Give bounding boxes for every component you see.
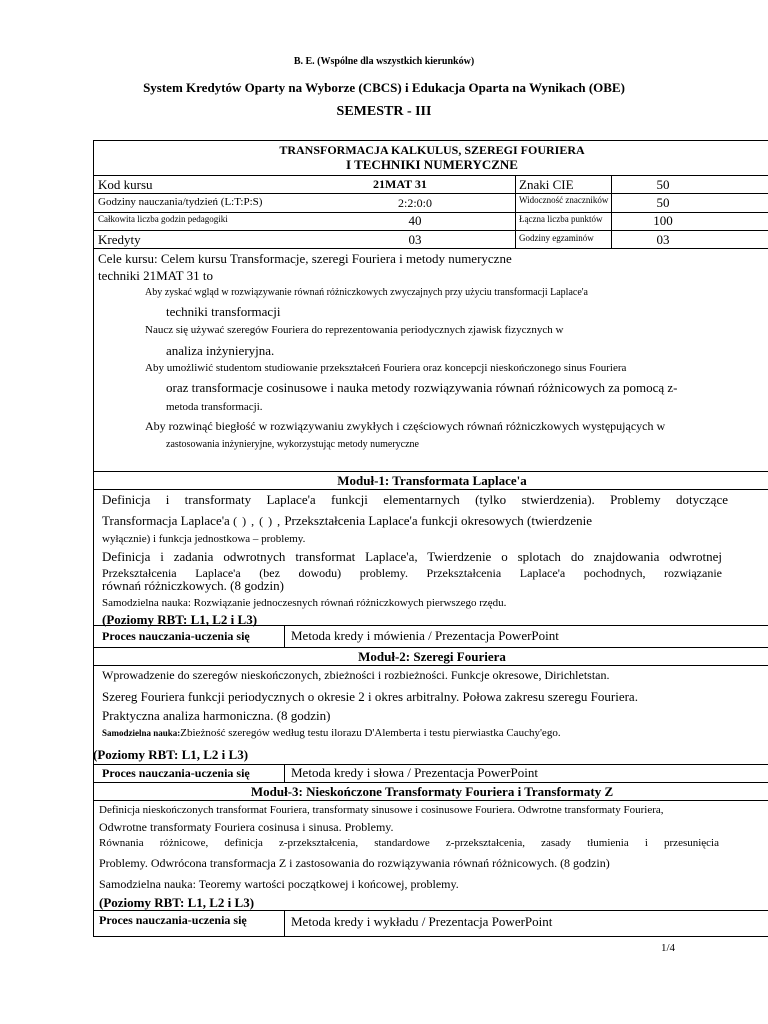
- objective-4: Aby rozwinąć biegłość w rozwiązywaniu zwykłych i częściowych równań różniczkowych występujących w: [145, 419, 666, 433]
- credits-value: 03: [408, 232, 422, 247]
- module1-p2-line1: Definicja i zadania odwrotnych transformat Laplace'a, Twierdzenie o splotach do znajdowania odwrotnej: [102, 549, 722, 564]
- module1-title: Moduł-1: Transformata Laplace'a: [337, 473, 527, 488]
- objective-1: Aby zyskać wgląd w rozwiązywanie równań różniczkowych zwyczajnych przy użyciu transformacji Laplace'a: [145, 287, 588, 298]
- course-code-value: 21MAT 31: [373, 177, 427, 191]
- module3-p1-line2: Odwrotne transformaty Fouriera cosinusa i sinusa. Problemy.: [99, 820, 394, 834]
- hours-label: Godziny nauczania/tydzień (L:T:P:S): [98, 196, 263, 208]
- module1-p1-line3: wyłącznie) i funkcja jednostkowa – problemy.: [102, 533, 306, 545]
- objective-3-cont: oraz transformacje cosinusowe i nauka metody rozwiązywania równań różnicowych za pomocą z-: [166, 380, 678, 395]
- module2-rbt: (Poziomy RBT: L1, L2 i L3): [93, 747, 249, 762]
- objective-4-cont: zastosowania inżynieryjne, wykorzystując metody numeryczne: [166, 439, 419, 450]
- course-title-line1: TRANSFORMACJA KALKULUS, SZEREGI FOURIERA: [279, 143, 585, 157]
- module3-self-study: Samodzielna nauka: Teoremy wartości początkowej i końcowej, problemy.: [99, 877, 459, 891]
- module2-p1: Wprowadzenie do szeregów nieskończonych, zbieżności i rozbieżności. Funkcje okresowe, Dirichletstan.: [102, 668, 610, 682]
- program-line: B. E. (Wspólne dla wszystkich kierunków): [293, 56, 475, 67]
- total-hours-label: Całkowita liczba godzin pedagogiki: [98, 214, 228, 224]
- module3-process-label: Proces nauczania-uczenia się: [99, 913, 247, 927]
- module1-self-study: Samodzielna nauka: Rozwiązanie jednoczesnych równań różniczkowych pierwszego rzędu.: [102, 597, 507, 609]
- module1-p2-line3: równań różniczkowych. (8 godzin): [102, 578, 284, 593]
- module1-p2-line2: Przekształcenia Laplace'a (bez dowodu) problemy. Przekształcenia Laplace'a pochodnych, rozwiązanie: [102, 566, 722, 580]
- exam-hours-label: Godziny egzaminów: [519, 233, 594, 243]
- course-title-line2: I TECHNIKI NUMERYCZNE: [346, 157, 518, 172]
- credits-label: Kredyty: [98, 232, 141, 247]
- module2-p3: Praktyczna analiza harmoniczna. (8 godzin): [102, 708, 331, 723]
- module1-p1-line1: Definicja i transformaty Laplace'a funkcji elementarnych (tylko stwierdzenia). Problemy dotyczące: [102, 492, 728, 507]
- module1-p1-line2: Transformacja Laplace'a ( ) , ( ) , Przekształcenia Laplace'a funkcji okresowych (twierdzenie: [102, 513, 593, 528]
- see-value: 50: [656, 195, 670, 210]
- module3-p2-line1: Równania różnicowe, definicja z-przekształcenia, standardowe z-przekształcenia, zasady tłumienia i przesunięcia: [99, 837, 719, 849]
- module3-p2-line2: Problemy. Odwrócona transformacja Z i zastosowania do rozwiązywania równań różnicowych. (8 godzin): [99, 856, 610, 870]
- exam-hours-value: 03: [656, 232, 670, 247]
- objectives-intro-2: techniki 21MAT 31 to: [98, 268, 213, 283]
- course-code-label: Kod kursu: [98, 177, 153, 192]
- semester-title: SEMESTR - III: [336, 104, 432, 119]
- module3-process-value: Metoda kredy i wykładu / Prezentacja PowerPoint: [291, 914, 553, 929]
- module1-process-value: Metoda kredy i mówienia / Prezentacja PowerPoint: [291, 628, 559, 643]
- module2-process-value: Metoda kredy i słowa / Prezentacja PowerPoint: [291, 765, 538, 780]
- system-line: System Kredytów Oparty na Wyborze (CBCS) i Edukacja Oparta na Wynikach (OBE): [143, 80, 625, 95]
- objectives-intro-1: Cele kursu: Celem kursu Transformacje, szeregi Fouriera i metody numeryczne: [98, 251, 512, 266]
- module2-title: Moduł-2: Szeregi Fouriera: [358, 649, 506, 664]
- objective-1-cont: techniki transformacji: [166, 304, 281, 319]
- module2-p2: Szereg Fouriera funkcji periodycznych o okresie 2 i okres arbitralny. Połowa zakresu szeregu Fouriera.: [102, 689, 638, 704]
- module2-process-label: Proces nauczania-uczenia się: [102, 766, 250, 780]
- objective-3: Aby umożliwić studentom studiowanie przekształceń Fouriera oraz koncepcji nieskończonego sinus Fouriera: [145, 362, 627, 374]
- module3-rbt: (Poziomy RBT: L1, L2 i L3): [99, 895, 255, 910]
- formula-glyphs: ( ) , ( ) ,: [233, 514, 282, 528]
- total-points-label: Łączna liczba punktów: [519, 214, 603, 224]
- objective-2: Naucz się używać szeregów Fouriera do reprezentowania periodycznych zjawisk fizycznych w: [145, 324, 564, 336]
- cie-label: Znaki CIE: [519, 177, 574, 192]
- see-label: Widoczność znaczników: [519, 195, 609, 205]
- module2-self-study: Samodzielna nauka:Zbieżność szeregów według testu ilorazu D'Alemberta i testu pierwiastka Cauchy'ego.: [102, 727, 561, 739]
- objective-3-cont2: metoda transformacji.: [166, 401, 263, 413]
- page-number: 1/4: [661, 942, 676, 954]
- cie-value: 50: [656, 177, 670, 192]
- objective-2-cont: analiza inżynieryjna.: [166, 343, 275, 358]
- module1-process-label: Proces nauczania-uczenia się: [102, 629, 250, 643]
- hours-value: 2:2:0:0: [397, 196, 432, 210]
- total-hours-value: 40: [408, 213, 422, 228]
- module3-p1-line1: Definicja nieskończonych transformat Fouriera, transformaty sinusowe i cosinusowe Fouriera. Odwrotne transformaty Fouriera,: [99, 804, 664, 816]
- module1-rbt: (Poziomy RBT: L1, L2 i L3): [102, 612, 258, 627]
- total-points-value: 100: [653, 213, 673, 228]
- module3-title: Moduł-3: Nieskończone Transformaty Fouriera i Transformaty Z: [250, 784, 614, 799]
